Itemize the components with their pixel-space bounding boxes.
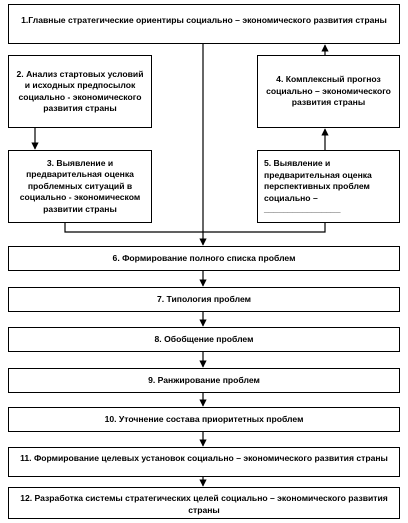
box-5-prospective-problems — [257, 150, 400, 223]
box-12-label: 12. Разработка системы стратегических целей социально – экономического развития страны — [20, 493, 388, 515]
box-5-label: 5. Выявление и предварительная оценка перспективных проблем социально – ________________ — [264, 158, 372, 214]
box-10-priority-problems — [8, 407, 400, 432]
box-9-label: 9. Ранжирование проблем — [148, 374, 260, 385]
box-2-label: 2. Анализ стартовых условий и исходных предпосылок социально - экономического развития страны — [16, 68, 144, 113]
box-7-label: 7. Типология проблем — [157, 293, 251, 304]
connector-5-to-center — [203, 223, 325, 232]
box-8-label: 8. Обобщение проблем — [154, 333, 254, 344]
connector-3-to-center — [65, 223, 203, 232]
box-6-full-problem-list — [8, 246, 400, 271]
box-2-initial-conditions-analysis — [8, 55, 152, 128]
box-4-complex-forecast — [257, 55, 400, 128]
box-1-label: 1.Главные стратегические ориентиры социально – экономического развития страны — [21, 15, 387, 25]
box-9-problem-ranking — [8, 368, 400, 393]
box-11-label: 11. Формирование целевых установок социально – экономического развития страны — [20, 453, 388, 463]
box-3-problem-situations — [8, 150, 152, 223]
box-1-strategic-guidelines — [8, 4, 400, 44]
box-3-label: 3. Выявление и предварительная оценка проблемных ситуаций в социально - экономическом развитии страны — [19, 157, 141, 214]
box-8-problem-generalization — [8, 327, 400, 352]
box-7-problem-typology — [8, 287, 400, 312]
box-12-strategic-goals-system — [8, 487, 400, 519]
box-11-target-settings — [8, 447, 400, 477]
box-10-label: 10. Уточнение состава приоритетных проблем — [104, 413, 304, 424]
box-4-label: 4. Комплексный прогноз социально – экономического развития страны — [266, 74, 391, 108]
box-6-label: 6. Формирование полного списка проблем — [112, 252, 296, 263]
